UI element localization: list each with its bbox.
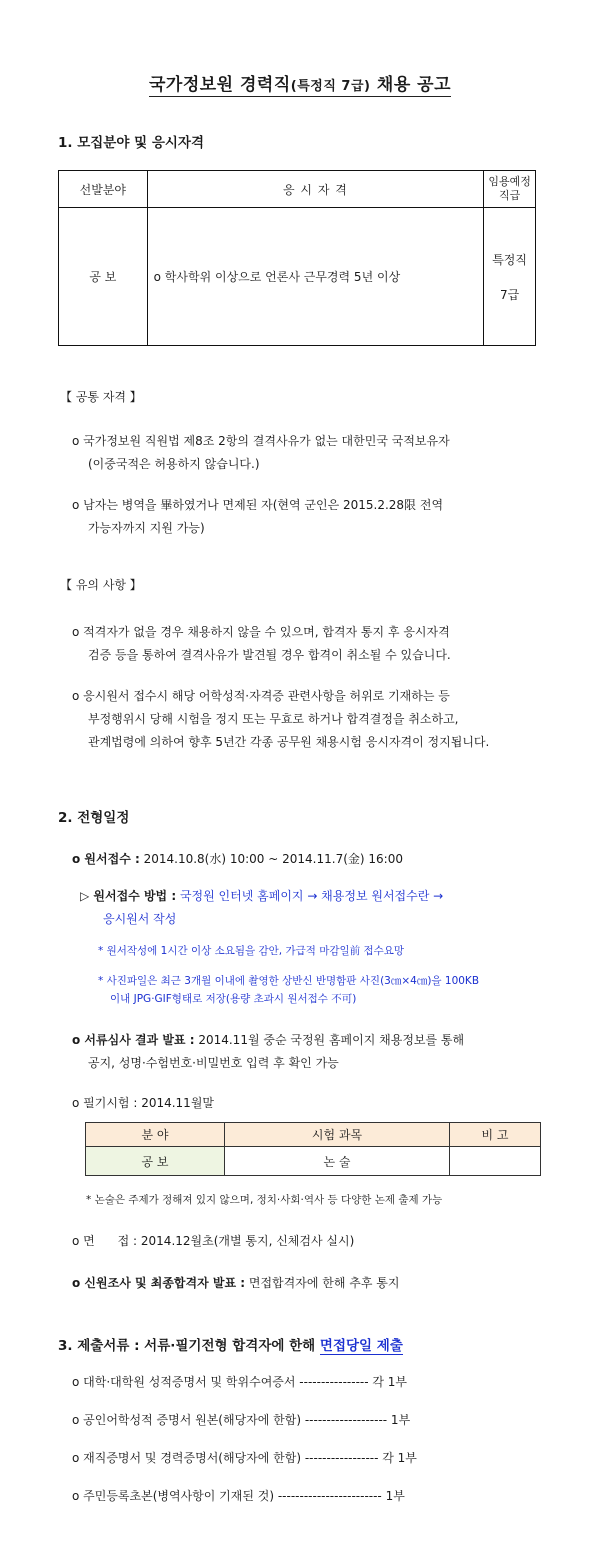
title-tail: 채용 공고 [376,75,451,95]
document-review [72,1031,464,1048]
exam-header-remark: 비 고 [450,1123,541,1147]
method-value: 국정원 인터넷 홈페이지 → 채용정보 원서접수란 → [179,889,444,903]
exam-note: * 논술은 주제가 정해져 있지 않으며, 정치·사회·역사 등 다양한 논제 출제 가능 [86,1194,443,1206]
exam-table-row [86,1147,541,1176]
exam-header-field: 분 야 [86,1123,225,1147]
header-grade [484,171,536,208]
cell-field: 공 보 [59,208,148,346]
notice-title [0,70,600,95]
note-item-1-line2: 검증 등을 통하여 결격사유가 발견될 경우 합격이 취소될 수 있습니다. [88,648,451,662]
written-exam: o 필기시험 : 2014.11월말 [72,1096,215,1110]
section-2-heading: 2. 전형일정 [58,810,130,826]
common-item-1-line2: (이중국적은 허용하지 않습니다.) [88,457,260,471]
document-item-1: o 대학·대학원 성적증명서 및 학위수여증서 ---------------- 각 1부 [72,1375,408,1389]
note-item-2-line3: 관계법령에 의하여 향후 5년간 각종 공무원 채용시험 응시자격이 정지됩니다. [88,735,490,749]
common-item-2-line1: o 남자는 병역을 畢하였거나 면제된 자(현역 군인은 2015.2.28限 전역 [72,498,444,512]
document-review-label: o 서류심사 결과 발표 : [72,1033,195,1047]
exam-table-header [86,1123,541,1147]
header-grade-line1: 임용예정 [488,175,531,188]
final-result-label: o 신원조사 및 최종합격자 발표 : [72,1276,246,1290]
note-item-2-line1: o 응시원서 접수시 해당 어학성적·자격증 관련사항을 허위로 기재하는 등 [72,689,450,703]
section-1-heading: 1. 모집분야 및 응시자격 [58,135,204,151]
common-item-1-line1: o 국가정보원 직원법 제8조 2항의 결격사유가 없는 대한민국 국적보유자 [72,434,450,448]
note-item-2-line2: 부정행위시 당해 시험을 정지 또는 무효로 하거나 합격결정을 취소하고, [88,712,459,726]
notes-heading: 【 유의 사항 】 [60,578,142,592]
document-item-2: o 공인어학성적 증명서 원본(해당자에 한함) ------------------- 1부 [72,1413,411,1427]
cell-grade [484,208,536,346]
exam-cell-subject: 논 술 [225,1147,450,1176]
note-item-1-line1: o 적격자가 없을 경우 채용하지 않을 수 있으며, 합격자 통지 후 응시자격 [72,625,450,639]
header-qualification: 응 시 자 격 [147,171,484,208]
document-item-4: o 주민등록초본(병역사항이 기재된 것) ------------------------ 1부 [72,1489,405,1503]
common-item-2-line2: 가능자까지 지원 가능) [88,521,205,535]
header-field: 선발분야 [59,171,148,208]
application-note-1: * 원서작성에 1시간 이상 소요됨을 감안, 가급적 마감일前 접수요망 [98,945,405,957]
application-method [80,887,443,904]
exam-cell-field: 공 보 [86,1147,225,1176]
exam-cell-remark [450,1147,541,1176]
method-label: ▷ 원서접수 방법 : [80,889,177,903]
final-result [72,1274,399,1291]
method-value-line2: 응시원서 작성 [103,912,177,926]
exam-subject-table [85,1122,541,1176]
interview: o 면 접 : 2014.12월초(개별 통지, 신체검사 실시) [72,1234,355,1248]
section-3-heading [58,1334,403,1354]
document-review-value-line2: 공지, 성명·수험번호·비밀번호 입력 후 확인 가능 [88,1056,339,1070]
application-period [72,850,403,867]
application-value: 2014.10.8(水) 10:00 ~ 2014.11.7(金) 16:00 [143,852,403,866]
header-grade-line2: 직급 [498,189,521,202]
title-sub: (특정직 7급) [290,79,371,94]
application-note-2-line1: * 사진파일은 최근 3개월 이내에 촬영한 상반신 반명함판 사진(3㎝×4㎝)을 100KB [98,975,480,987]
document-item-3: o 재직증명서 및 경력증명서(해당자에 한함) ----------------- 각 1부 [72,1451,417,1465]
cell-qualification: o 학사학위 이상으로 언론사 근무경력 5년 이상 [147,208,484,346]
application-label: o 원서접수 : [72,852,140,866]
cell-grade-line1: 특정직 [492,252,527,267]
application-note-2-line2: 이내 JPG·GIF형태로 저장(용량 초과시 원서접수 不可) [110,993,357,1005]
section-3-heading-link: 면접당일 제출 [319,1338,403,1354]
title-main: 국가정보원 경력직 [148,75,291,95]
common-qualification-heading: 【 공통 자격 】 [60,390,142,404]
document-review-value: 2014.11월 중순 국정원 홈페이지 채용정보를 통해 [198,1033,465,1047]
qualification-table [58,170,536,346]
cell-grade-line2: 7급 [499,287,520,302]
final-result-value: 면접합격자에 한해 추후 통지 [248,1276,400,1290]
section-3-heading-text: 3. 제출서류 : 서류·필기전형 합격자에 한해 [58,1338,316,1354]
exam-header-subject: 시험 과목 [225,1123,450,1147]
